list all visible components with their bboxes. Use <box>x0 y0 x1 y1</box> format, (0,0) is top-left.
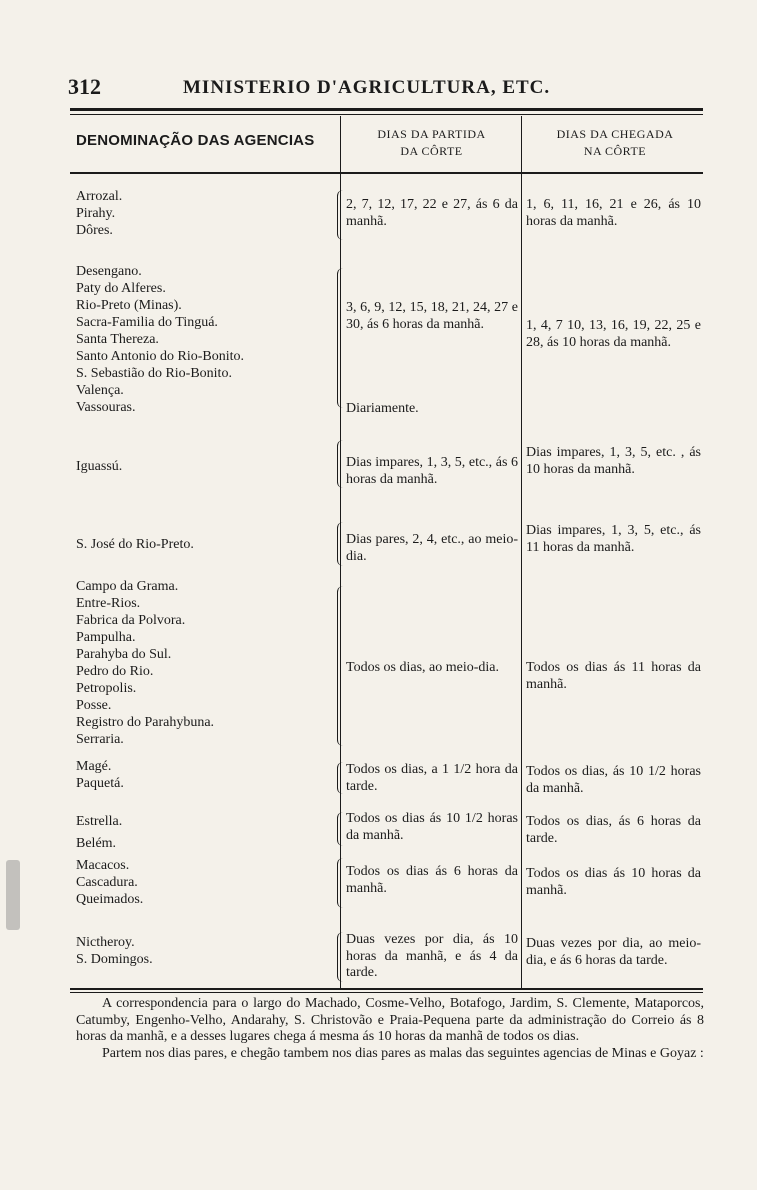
footnote-paragraph: A correspondencia para o largo do Machado, Cosme-Velho, Botafogo, Jardim, S. Clemente, Mataporcos, Catumby, Engenho-Velho, Andarahy, S. Christovão e Praia-Pequena parte da administração do Correio ás 8 horas da manhã, e a desses lugares chega á mesma ás 10 horas da manhã de todos os dias. <box>76 996 704 1044</box>
agency-name: Posse. <box>76 698 112 713</box>
group-brace <box>337 440 344 488</box>
page-header <box>68 74 708 104</box>
agency-group-4 <box>76 536 194 553</box>
group-brace <box>337 522 344 566</box>
group-brace <box>337 190 344 240</box>
agency-group-3 <box>76 458 122 475</box>
agency-name: Santo Antonio do Rio-Bonito. <box>76 349 245 364</box>
agency-group-7 <box>76 813 122 852</box>
bottom-rule-thick <box>70 988 703 990</box>
page-number: 312 <box>68 74 101 99</box>
agency-name: S. José do Rio-Preto. <box>76 537 194 552</box>
arrival-cell: Todos os dias ás 11 horas da manhã. <box>526 660 701 692</box>
departure-cell: Dias pares, 2, 4, etc., ao meio-dia. <box>346 532 518 564</box>
agency-group-1 <box>76 188 122 239</box>
header-departure <box>344 126 519 160</box>
departure-cell: Todos os dias ás 10 1/2 horas da manhã. <box>346 811 518 843</box>
agency-name: S. Sebastião do Rio-Bonito. <box>76 366 232 381</box>
header-arrival-line1: DIAS DA CHEGADA <box>556 127 674 141</box>
agency-name: Registro do Parahybuna. <box>76 715 215 730</box>
arrival-cell: 1, 4, 7 10, 13, 16, 19, 22, 25 e 28, ás 10 horas da manhã. <box>526 318 701 350</box>
arrival-cell: Dias impares, 1, 3, 5, etc. , ás 10 horas da manhã. <box>526 445 701 477</box>
header-rule <box>70 172 703 174</box>
agency-name: Pirahy. <box>76 206 116 221</box>
agency-name: Serraria. <box>76 732 124 747</box>
departure-cell: Duas vezes por dia, ás 10 horas da manhã, e ás 4 da tarde. <box>346 932 518 980</box>
footnote-paragraph: Partem nos dias pares, e chegão tambem nos dias pares as malas das seguintes agencias de Minas e Goyaz : <box>102 1045 704 1061</box>
agency-name: Santa Thereza. <box>76 332 159 347</box>
agency-name: Macacos. <box>76 858 130 873</box>
agency-name: Valença. <box>76 383 124 398</box>
agency-name: Queimados. <box>76 892 144 907</box>
agency-name: Parahyba do Sul. <box>76 647 172 662</box>
agency-name: Paquetá. <box>76 776 124 791</box>
departure-cell: Todos os dias, ao meio-dia. <box>346 660 499 675</box>
agency-name: Estrella. <box>76 814 123 829</box>
top-rule-thick <box>70 108 703 111</box>
group-brace <box>337 762 344 794</box>
arrival-cell: Todos os dias ás 10 horas da manhã. <box>526 866 701 898</box>
agency-group-9 <box>76 934 153 968</box>
group-brace <box>337 812 344 846</box>
agency-name: Iguassú. <box>76 459 123 474</box>
departure-cell: Todos os dias ás 6 horas da manhã. <box>346 864 518 896</box>
departure-cell: Dias impares, 1, 3, 5, etc., ás 6 horas da manhã. <box>346 455 518 487</box>
header-arrival-line2: NA CÔRTE <box>583 144 647 158</box>
arrival-cell: Duas vezes por dia, ao meio-dia, e ás 6 horas da tarde. <box>526 936 701 968</box>
agency-name: Fabrica da Polvora. <box>76 613 186 628</box>
arrival-cell: Dias impares, 1, 3, 5, etc., ás 11 horas da manhã. <box>526 523 701 555</box>
agency-name: Rio-Preto (Minas). <box>76 298 182 313</box>
group-brace <box>337 932 344 982</box>
column-divider-2 <box>521 116 522 988</box>
header-agencies: DENOMINAÇÃO DAS AGENCIAS <box>76 132 315 149</box>
agency-group-8 <box>76 857 143 908</box>
agency-name: Pampulha. <box>76 630 136 645</box>
footnote-block <box>76 996 704 1062</box>
agency-name: Pedro do Rio. <box>76 664 154 679</box>
agency-name: Sacra-Familia do Tinguá. <box>76 315 218 330</box>
bottom-rule-thin <box>70 992 703 993</box>
agency-group-5 <box>76 578 214 748</box>
departure-cell: 3, 6, 9, 12, 15, 18, 21, 24, 27 e 30, ás 6 horas da manhã. <box>346 300 518 332</box>
header-arrival <box>526 126 704 160</box>
agency-name: Paty do Alferes. <box>76 281 166 296</box>
agency-name: Desengano. <box>76 264 142 279</box>
departure-cell: 2, 7, 12, 17, 22 e 27, ás 6 da manhã. <box>346 197 518 229</box>
departure-cell: Todos os dias, a 1 1/2 hora da tarde. <box>346 762 518 794</box>
group-brace <box>337 268 344 408</box>
arrival-cell: Todos os dias, ás 10 1/2 horas da manhã. <box>526 764 701 796</box>
agency-name: Arrozal. <box>76 189 123 204</box>
agency-group-2 <box>76 263 244 416</box>
arrival-cell: Todos os dias, ás 6 horas da tarde. <box>526 814 701 846</box>
agency-name: Nictheroy. <box>76 935 135 950</box>
group-brace <box>337 858 344 908</box>
agency-name: Cascadura. <box>76 875 138 890</box>
agency-name: Magé. <box>76 759 112 774</box>
running-title: MINISTERIO D'AGRICULTURA, ETC. <box>183 77 551 98</box>
agency-name: Entre-Rios. <box>76 596 141 611</box>
top-rule-thin <box>70 114 703 115</box>
departure-cell-extra: Diariamente. <box>346 401 419 416</box>
agency-name: Dôres. <box>76 223 113 238</box>
header-departure-line1: DIAS DA PARTIDA <box>377 127 486 141</box>
header-departure-line2: DA CÔRTE <box>400 144 463 158</box>
agency-group-6 <box>76 758 124 792</box>
agency-name: Petropolis. <box>76 681 137 696</box>
agency-name: Campo da Grama. <box>76 579 179 594</box>
agency-name: Belém. <box>76 836 117 851</box>
agency-name: Vassouras. <box>76 400 136 415</box>
page-edge-stain <box>6 860 20 930</box>
group-brace <box>337 586 344 746</box>
agency-name: S. Domingos. <box>76 952 153 967</box>
arrival-cell: 1, 6, 11, 16, 21 e 26, ás 10 horas da manhã. <box>526 197 701 229</box>
